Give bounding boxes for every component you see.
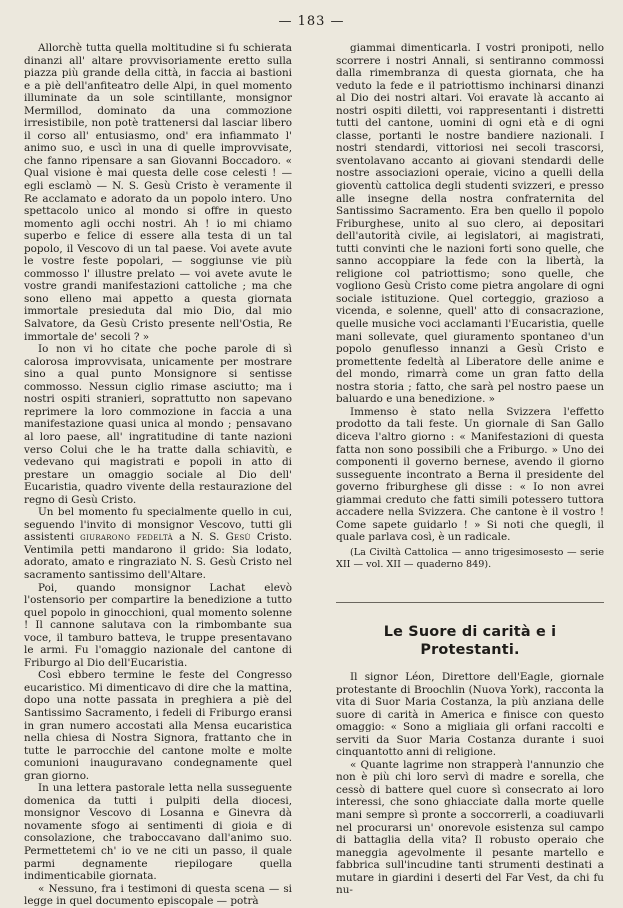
text-run: Cristo. Ventimila petti mandarono il grido: Sia lodato, adorato, amato e ringraziato N. S. Gesù Cristo nel sacramento santissimo dell'Altare. (24, 531, 292, 581)
paragraph (24, 669, 292, 782)
paragraph (336, 759, 604, 897)
text-run: Poi, quando monsignor Lachat elevò l'ostensorio per compartire la benedizione a tutto quel popolo in ginocchioni, qual momento solenne ! Il cannone salutava con la rimbombante sua voce, il tamburo batteva, le truppe presentavano le armi. Fu l'omaggio nazionale del cantone di Friburgo al Dio dell'Eucaristia. (24, 581, 292, 669)
text-run: Allorchè tutta quella moltitudine si fu schierata dinanzi all' altare provvisoriamente eretto sulla piazza più grande della città, in faccia ai bastioni e a piè dell'anfiteatro delle Alpi, in quel momento illuminate da un sole scintillante, monsignor Mermillod, dominato da una commozione irresistibile, non potè trattenersi dal lasciar libero il corso all' entusiasmo, ond' era infiammato l' animo suo, e uscì in una di quelle improvvisate, che fanno ripensare a san Giovanni Boccadoro. « Qual visione è mai questa delle cose celesti ! — egli esclamò — N. S. Gesù Cristo è veramente il Re acclamato e adorato da un popolo intero. Uno spettacolo unico al mondo si offre in questo momento agli occhi nostri. Ah ! io mi chiamo superbo e felice di essere alla testa di un tal popolo, il Vescovo di un tal paese. Voi avete avute le vostre feste popolari, — soggiunse vie più commosso l' illustre prelato — voi avete avute le vostre grandi manifestazioni cattoliche ; ma che sono elleno mai appetto a questa giornata immortale presieduta dal mio Dio, dal mio Salvatore, da Gesù Cristo presente nell'Ostia, Re immortale de' secoli ? » (24, 42, 292, 343)
right-column (336, 42, 604, 897)
paragraph (24, 883, 292, 908)
left-column-text (24, 42, 292, 908)
paragraph (336, 671, 604, 759)
text-run: Il signor Léon, Direttore dell'Eagle, giornale protestante di Broochlin (Nuova York), racconta la vita di Suor Maria Costanza, la più anziana delle suore di carità in America e finisce con questo omaggio: « Sono a migliaia gli orfani raccolti e serviti da Suor Maria Costanza durante i suoi cinquantotto anni di religione. (336, 670, 604, 759)
article-title: Le Suore di carità e i Protestanti. (383, 623, 557, 658)
paragraph (24, 782, 292, 882)
paragraph (24, 506, 292, 581)
small-caps-text: giurarono fedeltà (80, 531, 173, 544)
text-run: « Quante lagrime non strapperà l'annunzio che non è più chi loro servì di madre e sorella, che cessò di battere quel cuore sì consecrato ai loro interessi, che sono ghiacciate dalla morte quelle mani sempre sì pronte a soccorrerli, a coadiuvarli nel procurarsi un' onorevole esistenza sul campo di battaglia della vita? Il robusto operaio che maneggia agevolmente il pesante martello e fabbrica sull'incudine tanti strumenti destinati a mutare in giardini i deserti del Far Vest, da chi fu nu- (336, 758, 604, 897)
right-column-text-bottom (336, 671, 604, 897)
text-run: Immenso è stato nella Svizzera l'effetto prodotto da tali feste. Un giornale di San Gallo diceva l'altro giorno : « Manifestazioni di questa fatta non sono possibili che a Friburgo. » Uno dei componenti il governo bernese, avendo il giorno susseguente incontrato a Berna il presidente del governo friburghese gli disse : « Io non avrei giammai creduto che fatti simili potessero tuttora accadere nella Svizzera. Che cantone è il vostro ! Come sapete guidarlo ! » Si noti che quegli, il quale parlava così, è un radicale. (336, 405, 604, 544)
section-divider (336, 602, 604, 603)
paragraph (24, 42, 292, 343)
text-run: Un bel momento fu specialmente quello in cui, seguendo l'invito di monsignor Vescovo, tutti gli assistenti (24, 506, 292, 544)
text-run: a N. S. (172, 531, 226, 544)
text-run: Io non vi ho citate che poche parole di sì calorosa improvvisata, unicamente per mostrare sino a qual punto Monsignore si sentisse commosso. Nessun ciglio rimase asciutto; ma i nostri ospiti stranieri, soprattutto non sapevano reprimere la loro commozione in faccia a una manifestazione quasi unica al mondo ; pensavano al loro paese, all' ingratitudine di tante nazioni verso Colui che le ha tratte dalla schiavitù, e vedevano qui magistrati e popoli in atto di prestare un omaggio sociale al Dio dell' Eucaristia, quadro vivente della restaurazione del regno di Gesù Cristo. (24, 343, 292, 506)
text-run: In una lettera pastorale letta nella susseguente domenica da tutti i pulpiti della diocesi, monsignor Vescovo di Losanna e Ginevra dà novamente sfogo ai sentimenti di gioia e di consolazione, che traboccavano dall'animo suo. Permettetemi ch' io ve ne citi un passo, il quale parmi degnamente riepilogare quella indimenticabile giornata. (24, 782, 292, 883)
paragraph (336, 406, 604, 544)
left-column (24, 42, 292, 908)
paragraph (336, 42, 604, 406)
source-citation: (La Civiltà Cattolica — anno trigesimosesto — serie XII — vol. XII — quaderno 849). (336, 546, 604, 571)
small-caps-text: Gesù (225, 531, 251, 544)
text-run: « Nessuno, fra i testimoni di questa scena — si legge in quel documento episcopale — potrà (24, 882, 292, 908)
paragraph (24, 582, 292, 670)
paragraph (24, 343, 292, 506)
right-column-text-top (336, 42, 604, 544)
page-number: — 183 — (278, 14, 345, 29)
text-run: Così ebbero termine le feste del Congresso eucaristico. Mi dimenticavo di dire che la mattina, dopo una notte passata in preghiera a piè del Santissimo Sacramento, i fedeli di Friburgo eransi in gran numero accostati alla Mensa eucaristica nella chiesa di Nostra Signora, frattanto che in tutte le parrocchie del cantone molte e molte comunioni inauguravano condegnamente quel gran giorno. (24, 669, 292, 782)
text-run: giammai dimenticarla. I vostri pronipoti, nello scorrere i nostri Annali, si sentiranno commossi dalla rimembranza di questa giornata, che ha veduto la fede e il patriottismo inchinarsi dinanzi al Dio dei nostri altari. Voi eravate là accanto ai nostri ospiti diletti, voi rappresentanti i distretti tutti del cantone, uomini di ogni età e di ogni classe, portanti le nostre bandiere nazionali. I nostri stendardi, vittoriosi nei secoli trascorsi, sventolavano accanto ai giovani stendardi delle nostre associazioni operaie, vicino a quelli della gioventù cattolica degli studenti svizzeri, e presso alle insegne della nostra confraternita del Santissimo Sacramento. Era ben quello il popolo Friburghese, unito al suo clero, ai depositari dell'autorità civile, ai legislatori, ai magistrati, tutti convinti che le nazioni forti sono quelle, che sanno accoppiare la fede con la libertà, la religione col patriottismo; sono quelle, che vogliono Gesù Cristo come pietra angolare di ogni sociale istituzione. Quel corteggio, grazioso a vicenda, e solenne, quell' atto di consacrazione, quelle musiche voci acclamanti l'Eucaristia, quelle mani sollevate, quel giuramento spontaneo d'un popolo genuflesso innanzi a Gesù Cristo e promettente fedeltà al Liberatore delle anime e del mondo, rimarrà come un gran fatto della nostra storia ; fatto, che sarà pel nostro paese un baluardo e una benedizione. » (336, 42, 604, 406)
